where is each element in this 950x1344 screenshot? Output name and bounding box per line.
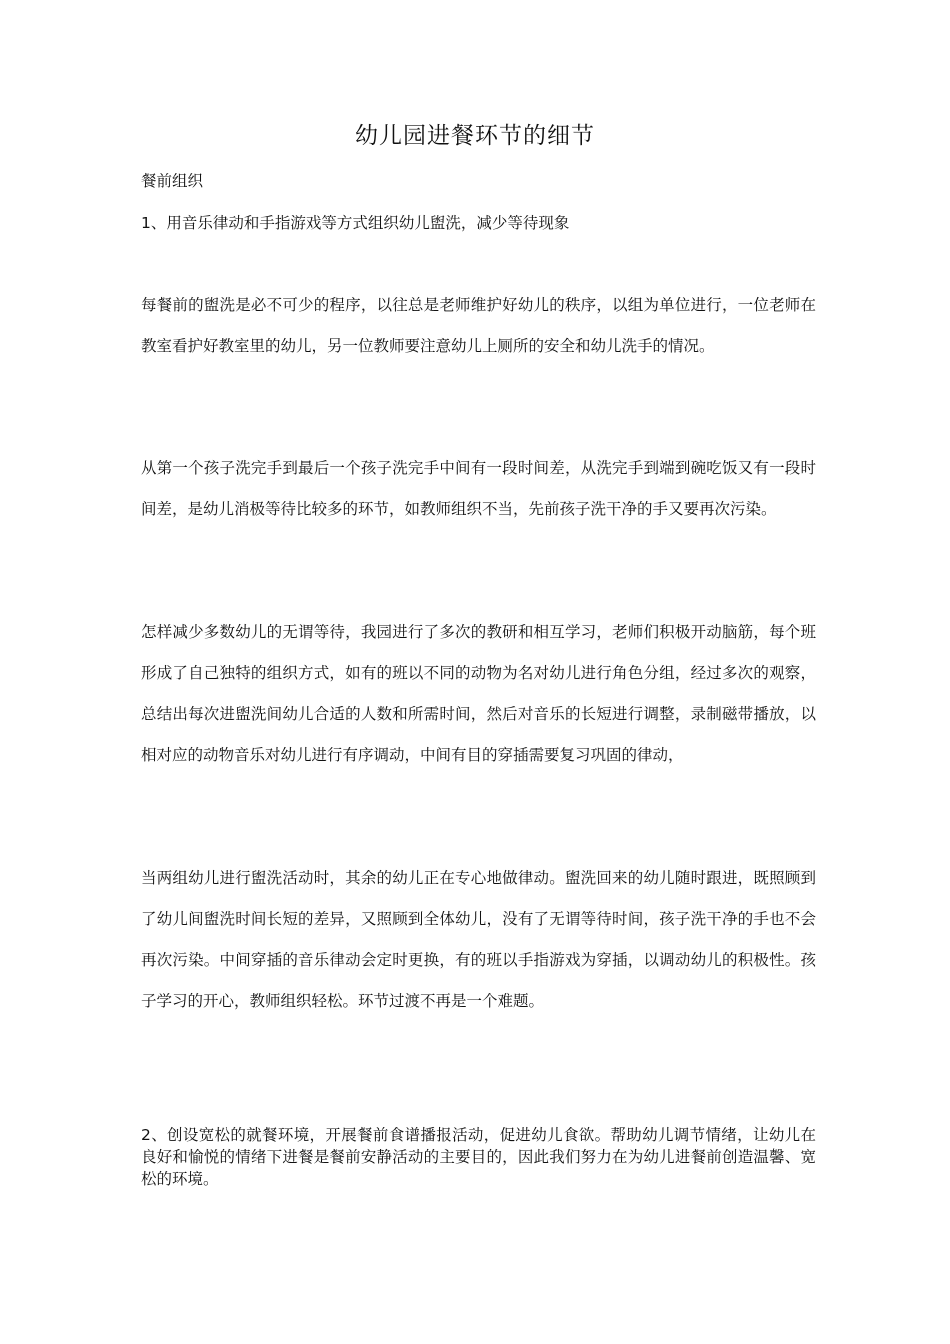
item-1-heading: 1、用音乐律动和手指游戏等方式组织幼儿盥洗，减少等待现象	[141, 214, 570, 232]
document-title: 幼儿园进餐环节的细节	[355, 123, 595, 149]
item-2-paragraph: 2、创设宽松的就餐环境，开展餐前食谱播报活动，促进幼儿食欲。帮助幼儿调节情绪，让幼儿在良好和愉悦的情绪下进餐是餐前安静活动的主要目的，因此我们努力在为幼儿进餐前创造温馨、宽松的环境。	[141, 1126, 816, 1188]
paragraph-1: 每餐前的盥洗是必不可少的程序，以往总是老师维护好幼儿的秩序，以组为单位进行，一位老师在教室看护好教室里的幼儿，另一位教师要注意幼儿上厕所的安全和幼儿洗手的情况。	[141, 296, 816, 355]
paragraph-3: 怎样减少多数幼儿的无谓等待，我园进行了多次的教研和相互学习，老师们积极开动脑筋，每个班形成了自己独特的组织方式，如有的班以不同的动物为名对幼儿进行角色分组，经过多次的观察，总结出每次进盥洗间幼儿合适的人数和所需时间，然后对音乐的长短进行调整，录制磁带播放，以相对应的动物音乐对幼儿进行有序调动，中间有目的穿插需要复习巩固的律动，	[141, 623, 816, 764]
paragraph-2: 从第一个孩子洗完手到最后一个孩子洗完手中间有一段时间差，从洗完手到端到碗吃饭又有一段时间差，是幼儿消极等待比较多的环节，如教师组织不当，先前孩子洗干净的手又要再次污染。	[141, 459, 816, 518]
paragraph-4: 当两组幼儿进行盥洗活动时，其余的幼儿正在专心地做律动。盥洗回来的幼儿随时跟进，既照顾到了幼儿间盥洗时间长短的差异，又照顾到全体幼儿，没有了无谓等待时间，孩子洗干净的手也不会再次污染。中间穿插的音乐律动会定时更换，有的班以手指游戏为穿插，以调动幼儿的积极性。孩子学习的开心，教师组织轻松。环节过渡不再是一个难题。	[141, 869, 816, 1010]
section-label: 餐前组织	[141, 172, 204, 190]
